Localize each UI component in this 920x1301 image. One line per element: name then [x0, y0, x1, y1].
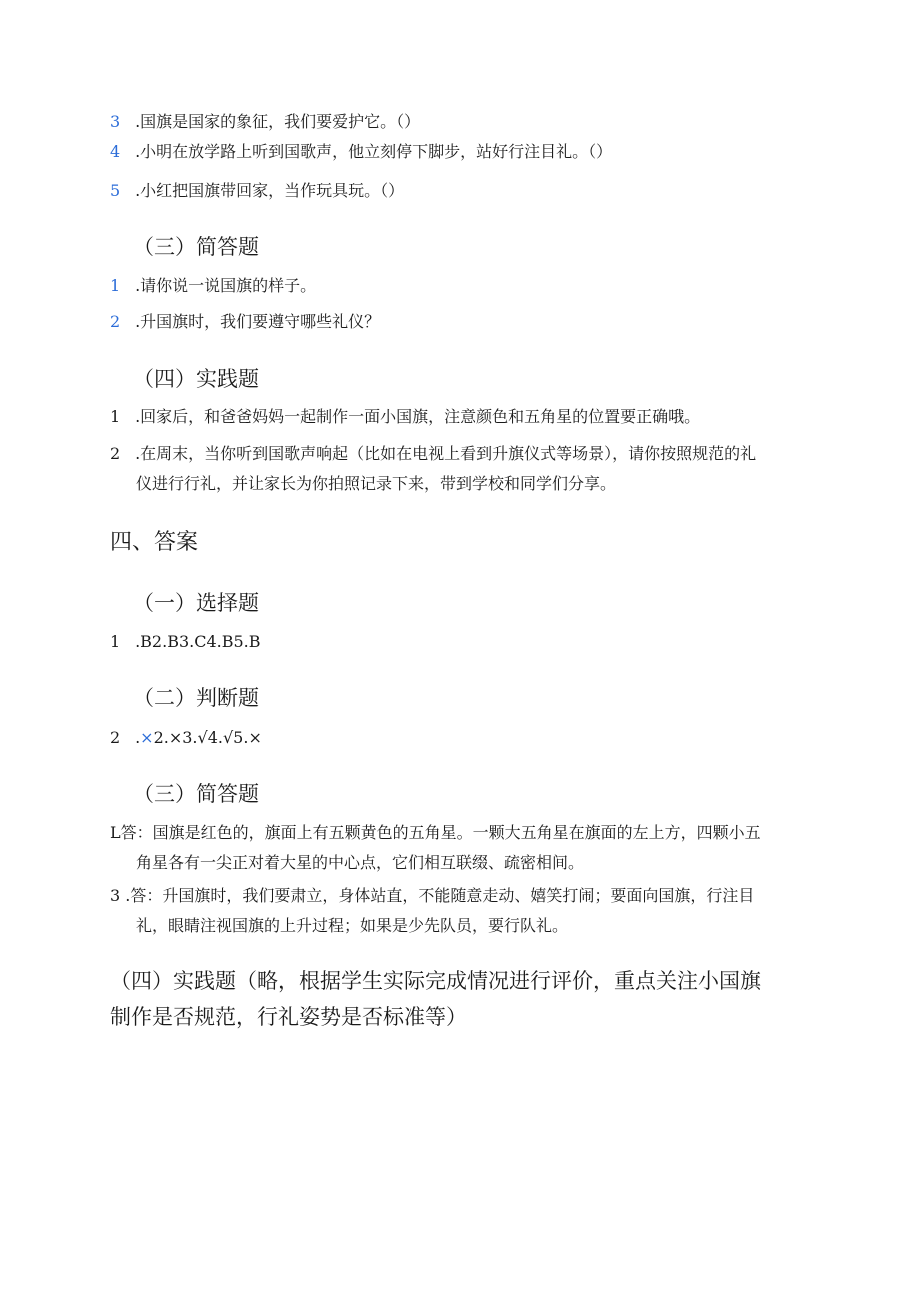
answer-practice-paragraph — [110, 963, 810, 1035]
practice-item-1 — [110, 407, 700, 427]
item-dot: . — [130, 728, 141, 747]
item-number: 2 — [110, 444, 121, 463]
answer-choice-line — [110, 632, 261, 652]
answer-text: （四）实践题（略，根据学生实际完成情况进行评价，重点关注小国旗 — [110, 969, 761, 993]
section-heading-short-answer: （三）简答题 — [133, 235, 259, 259]
answer-heading-choice: （一）选择题 — [133, 591, 259, 615]
item-number: 3 — [110, 112, 121, 131]
answer-text: 3 .答：升国旗时，我们要肃立，身体站直，不能随意走动、嬉笑打闹；要面向国旗，行注目 — [110, 886, 755, 905]
judgment-item-4 — [110, 142, 612, 162]
short-item-1 — [110, 276, 316, 296]
item-number: 1 — [110, 407, 121, 426]
answer-text-continued: 礼，眼睛注视国旗的上升过程；如果是少先队员，要行队礼。 — [136, 916, 569, 935]
item-text: 请你说一说国旗的样子。 — [140, 276, 317, 295]
item-dot: . — [130, 142, 141, 161]
judgment-item-5 — [110, 181, 404, 201]
short-item-2 — [110, 312, 380, 332]
answers-heading: 四、答案 — [110, 530, 199, 555]
item-dot: . — [130, 112, 141, 131]
answer-text: .B2.B3.C4.B5.B — [130, 632, 261, 651]
item-number: 2 — [110, 312, 121, 331]
item-text: .在周末，当你听到国歌声响起（比如在电视上看到升旗仪式等场景），请你按照规范的礼 — [130, 444, 757, 463]
item-number: 1 — [110, 276, 121, 295]
item-number: 2 — [110, 728, 121, 747]
judgment-item-3 — [110, 112, 420, 132]
item-text: .回家后，和爸爸妈妈一起制作一面小国旗，注意颜色和五角星的位置要正确哦。 — [130, 407, 701, 426]
item-number: 5 — [110, 181, 121, 200]
answer-text-continued: 角星各有一尖正对着大星的中心点，它们相互联缀、疏密相间。 — [136, 853, 585, 872]
answer-text: L答：国旗是红色的，旗面上有五颗黄色的五角星。一颗大五角星在旗面的左上方，四颗小五 — [110, 823, 761, 842]
answer-heading-short-answer: （三）简答题 — [133, 782, 259, 806]
item-number: 1 — [110, 632, 121, 651]
item-dot: . — [130, 312, 141, 331]
answer-heading-judgment: （二）判断题 — [133, 686, 259, 710]
item-text: 小红把国旗带回家，当作玩具玩。（） — [140, 181, 405, 200]
item-number: 4 — [110, 142, 121, 161]
section-heading-practice: （四）实践题 — [133, 367, 259, 391]
answer-judgment-line — [110, 728, 262, 748]
answer-text-continued: 制作是否规范，行礼姿势是否标准等） — [110, 1005, 467, 1029]
item-text: 小明在放学路上听到国歌声，他立刻停下脚步，站好行注目礼。（） — [140, 142, 613, 161]
answer-short-item-1 — [110, 818, 810, 878]
cross-mark: × — [140, 728, 154, 747]
answer-short-item-3 — [110, 881, 810, 941]
item-dot: . — [130, 276, 141, 295]
item-text-continued: 仪进行行礼，并让家长为你拍照记录下来，带到学校和同学们分享。 — [136, 474, 617, 493]
answer-text: 2.×3.√4.√5.× — [153, 728, 262, 747]
practice-item-2 — [110, 439, 810, 499]
item-text: 升国旗时，我们要遵守哪些礼仪？ — [140, 312, 381, 331]
item-text: 国旗是国家的象征，我们要爱护它。（） — [140, 112, 421, 131]
item-dot: . — [130, 181, 141, 200]
